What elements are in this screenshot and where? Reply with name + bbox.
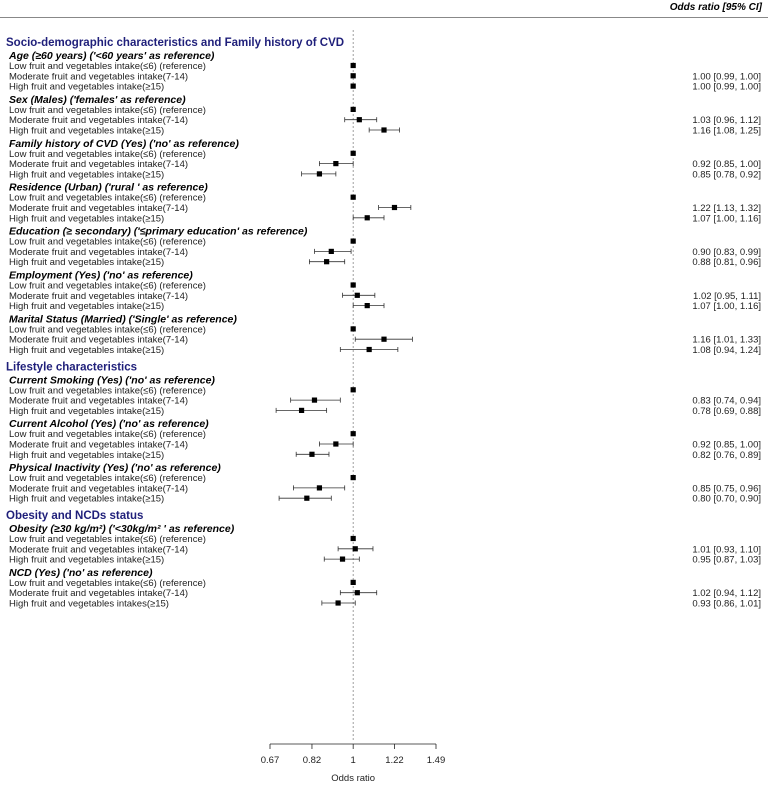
row-label: Moderate fruit and vegetables intake(7-14) xyxy=(9,439,189,451)
ci-text: 0.90 [0.83, 0.99] xyxy=(692,246,761,258)
row-label: Low fruit and vegetables intake(≤6) (reference) xyxy=(9,429,206,441)
row-label: High fruit and vegetables intake(≥15) xyxy=(9,257,165,269)
row-label: Moderate fruit and vegetables intake(7-14) xyxy=(9,290,189,302)
point-estimate xyxy=(351,84,356,89)
row-label: High fruit and vegetables intake(≥15) xyxy=(9,493,165,505)
ci-text: 1.07 [1.00, 1.16] xyxy=(692,213,761,225)
point-estimate xyxy=(351,580,356,585)
row-label: Low fruit and vegetables intake(≤6) (reference) xyxy=(9,236,206,248)
point-estimate xyxy=(329,249,334,254)
ci-text: 0.80 [0.70, 0.90] xyxy=(692,493,761,505)
point-estimate xyxy=(357,117,362,122)
row-label: High fruit and vegetables intake(≥15) xyxy=(9,81,165,93)
point-estimate xyxy=(312,398,317,403)
row-label: Low fruit and vegetables intake(≤6) (reference) xyxy=(9,473,206,485)
point-estimate xyxy=(336,600,341,605)
row-label: High fruit and vegetables intakes(≥15) xyxy=(9,598,169,610)
x-tick-label: 1 xyxy=(350,755,356,766)
point-estimate xyxy=(351,151,356,156)
group-title: Obesity (≥30 kg/m²) ('<30kg/m² ' as reference) xyxy=(9,523,235,535)
group-title: Sex (Males) ('females' as reference) xyxy=(9,93,186,106)
row-label: High fruit and vegetables intake(≥15) xyxy=(9,554,165,566)
ci-text: 1.00 [0.99, 1.00] xyxy=(692,81,761,93)
point-estimate xyxy=(317,485,322,490)
ci-text: 1.01 [0.93, 1.10] xyxy=(692,544,761,556)
group-title: Current Smoking (Yes) ('no' as reference) xyxy=(9,374,215,387)
ci-text: 1.22 [1.13, 1.32] xyxy=(692,203,761,214)
point-estimate xyxy=(353,546,358,551)
point-estimate xyxy=(304,496,309,501)
row-label: Moderate fruit and vegetables intake(7-14) xyxy=(9,71,189,83)
point-estimate xyxy=(381,337,386,342)
row-label: Moderate fruit and vegetables intake(7-14) xyxy=(9,159,189,171)
ci-text: 1.02 [0.94, 1.12] xyxy=(692,588,761,600)
plot-content xyxy=(6,30,761,742)
ci-text: 0.82 [0.76, 0.89] xyxy=(692,449,761,461)
ci-text: 0.85 [0.75, 0.96] xyxy=(692,483,761,495)
point-estimate xyxy=(351,387,356,392)
point-estimate xyxy=(381,127,386,132)
ci-text: 1.16 [1.08, 1.25] xyxy=(692,125,761,137)
ci-text: 0.85 [0.78, 0.92] xyxy=(692,169,761,181)
x-tick-label: 1.49 xyxy=(426,755,446,766)
group-title: Current Alcohol (Yes) ('no' as reference) xyxy=(9,418,209,431)
group-title: Age (≥60 years) ('<60 years' as reference) xyxy=(9,50,215,62)
ci-text: 0.93 [0.86, 1.01] xyxy=(692,598,761,610)
x-tick-label: 0.82 xyxy=(302,755,322,766)
ci-text: 1.02 [0.95, 1.11] xyxy=(693,290,761,302)
row-label: Moderate fruit and vegetables intake(7-14) xyxy=(9,395,189,407)
group-title: Employment (Yes) ('no' as reference) xyxy=(9,269,193,282)
point-estimate xyxy=(351,107,356,112)
group-title: Marital Status (Married) ('Single' as reference) xyxy=(9,313,237,326)
point-estimate xyxy=(340,557,345,562)
row-label: High fruit and vegetables intake(≥15) xyxy=(9,345,165,356)
ci-text: 0.92 [0.85, 1.00] xyxy=(692,159,761,171)
row-label: High fruit and vegetables intake(≥15) xyxy=(9,213,165,225)
section-title: Lifestyle characteristics xyxy=(6,361,138,374)
point-estimate xyxy=(365,303,370,308)
ci-text: 1.16 [1.01, 1.33] xyxy=(692,334,761,346)
ci-text: 0.83 [0.74, 0.94] xyxy=(692,395,761,407)
ci-text: 0.88 [0.81, 0.96] xyxy=(692,257,761,269)
point-estimate xyxy=(299,408,304,413)
ci-text: 1.08 [0.94, 1.24] xyxy=(692,345,761,356)
point-estimate xyxy=(309,452,314,457)
row-label: Moderate fruit and vegetables intake(7-14) xyxy=(9,588,189,600)
row-label: High fruit and vegetables intake(≥15) xyxy=(9,301,165,313)
point-estimate xyxy=(365,215,370,220)
row-label: Low fruit and vegetables intake(≤6) (reference) xyxy=(9,385,206,397)
row-label: High fruit and vegetables intake(≥15) xyxy=(9,449,165,461)
point-estimate xyxy=(367,347,372,352)
point-estimate xyxy=(351,431,356,436)
row-label: High fruit and vegetables intake(≥15) xyxy=(9,125,165,137)
row-label: Moderate fruit and vegetables intake(7-14) xyxy=(9,246,189,258)
x-tick-label: 0.67 xyxy=(260,755,280,766)
point-estimate xyxy=(392,205,397,210)
ci-text: 1.07 [1.00, 1.16] xyxy=(692,301,761,313)
point-estimate xyxy=(324,259,329,264)
group-title: Education (≥ secondary) ('≤primary education' as reference) xyxy=(9,225,308,238)
row-label: Low fruit and vegetables intake(≤6) (reference) xyxy=(9,148,206,160)
row-label: Low fruit and vegetables intake(≤6) (reference) xyxy=(9,192,206,204)
ci-column-header: Odds ratio [95% CI] xyxy=(669,2,762,13)
row-label: Low fruit and vegetables intake(≤6) (reference) xyxy=(9,324,206,336)
row-label: Low fruit and vegetables intake(≤6) (reference) xyxy=(9,577,206,589)
row-label: Moderate fruit and vegetables intake(7-14) xyxy=(9,203,189,214)
x-axis xyxy=(261,744,446,784)
point-estimate xyxy=(333,161,338,166)
ci-text: 0.92 [0.85, 1.00] xyxy=(692,439,761,451)
group-title: Residence (Urban) ('rural ' as reference) xyxy=(9,181,208,194)
point-estimate xyxy=(351,63,356,68)
section-title: Socio-demographic characteristics and Family history of CVD xyxy=(6,37,345,49)
ci-text: 1.03 [0.96, 1.12] xyxy=(692,115,761,127)
point-estimate xyxy=(351,326,356,331)
row-label: Low fruit and vegetables intake(≤6) (reference) xyxy=(9,104,206,116)
point-estimate xyxy=(355,293,360,298)
point-estimate xyxy=(333,441,338,446)
row-label: Low fruit and vegetables intake(≤6) (reference) xyxy=(9,280,206,292)
row-label: Moderate fruit and vegetables intake(7-14) xyxy=(9,544,189,556)
ci-text: 0.78 [0.69, 0.88] xyxy=(692,405,761,417)
row-label: Low fruit and vegetables intake(≤6) (reference) xyxy=(9,534,206,545)
point-estimate xyxy=(351,536,356,541)
point-estimate xyxy=(355,590,360,595)
x-axis-label: Odds ratio xyxy=(331,773,376,784)
row-label: High fruit and vegetables intake(≥15) xyxy=(9,169,165,181)
row-label: Moderate fruit and vegetables intake(7-14) xyxy=(9,483,189,495)
row-label: Low fruit and vegetables intake(≤6) (reference) xyxy=(9,61,206,72)
group-title: NCD (Yes) ('no' as reference) xyxy=(9,566,153,579)
group-title: Physical Inactivity (Yes) ('no' as reference) xyxy=(9,462,221,475)
section-title: Obesity and NCDs status xyxy=(6,510,144,522)
row-label: Moderate fruit and vegetables intake(7-14) xyxy=(9,115,189,127)
x-tick-label: 1.22 xyxy=(385,755,404,766)
point-estimate xyxy=(351,73,356,78)
point-estimate xyxy=(317,171,322,176)
point-estimate xyxy=(351,195,356,200)
row-label: Moderate fruit and vegetables intake(7-14) xyxy=(9,334,189,346)
point-estimate xyxy=(351,282,356,287)
ci-text: 1.00 [0.99, 1.00] xyxy=(692,71,761,83)
row-label: High fruit and vegetables intake(≥15) xyxy=(9,405,165,417)
group-title: Family history of CVD (Yes) ('no' as reference) xyxy=(9,137,239,150)
point-estimate xyxy=(351,239,356,244)
ci-text: 0.95 [0.87, 1.03] xyxy=(692,554,761,566)
point-estimate xyxy=(351,475,356,480)
